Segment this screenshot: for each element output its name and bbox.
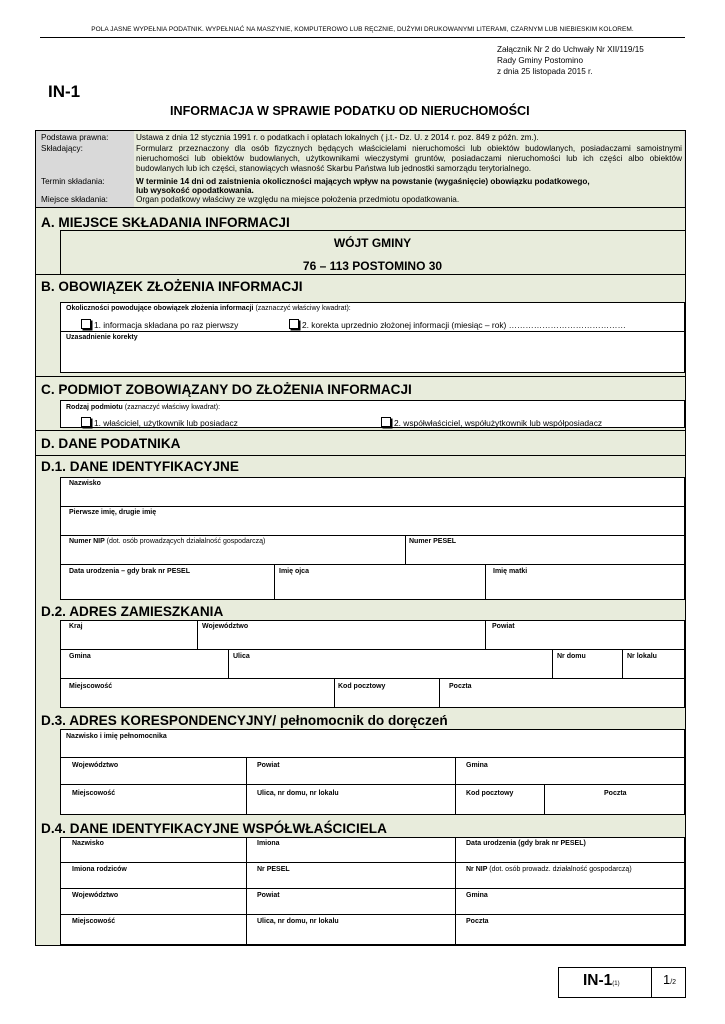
co-owner-voivodeship-label: Województwo <box>72 892 119 899</box>
corr-row-1 <box>60 757 685 785</box>
house-no-label: Nr domu <box>557 653 586 660</box>
section-c-title: C. PODMIOT ZOBOWIĄZANY DO ZŁOŻENIA INFORMACJI <box>41 382 412 397</box>
address-row-2 <box>60 649 685 679</box>
corr-post-office-label: Poczta <box>604 790 627 797</box>
co-owner-pesel-label: Nr PESEL <box>257 866 290 873</box>
attachment-line: z dnia 25 listopada 2015 r. <box>497 67 593 76</box>
justification-field[interactable] <box>60 331 685 373</box>
postal-code-label: Kod pocztowy <box>338 683 386 690</box>
option-label: 2. korekta uprzednio złożonej informacji (miesiąc – rok) …………………………………… <box>302 320 626 330</box>
tax-office-name: WÓJT GMINY <box>333 236 412 250</box>
section-d4-title: D.4. DANE IDENTYFIKACYJNE WSPÓŁWŁAŚCICIELA <box>41 821 387 836</box>
co-owner-locality-label: Miejscowość <box>72 918 116 925</box>
entity-type-label: Rodzaj podmiotu (zaznaczyć właściwy kwadrat): <box>66 404 221 411</box>
co-owner-post-office-label: Poczta <box>466 918 489 925</box>
corr-row-2 <box>60 784 685 815</box>
legal-basis-text: Ustawa z dnia 12 stycznia 1991 r. o podatkach i opłatach lokalnych ( j.t.- Dz. U. z 2014 r. poz. 849 z późn. zm.). <box>136 133 539 142</box>
page-title: INFORMACJA W SPRAWIE PODATKU OD NIERUCHOMOŚCI <box>170 104 530 118</box>
proxy-name-label: Nazwisko i imię pełnomocnika <box>66 733 167 740</box>
section-d1-title: D.1. DANE IDENTYFIKACYJNE <box>41 459 239 474</box>
co-owner-commune-label: Gmina <box>466 892 488 899</box>
circumstances-label: Okoliczności powodujące obowiązek złożenia informacji (zaznaczyć właściwy kwadrat): <box>66 305 351 312</box>
legal-basis-label: Podstawa prawna: <box>41 133 109 142</box>
locality-label: Miejscowość <box>69 683 113 690</box>
option-first-submission[interactable] <box>81 319 238 330</box>
co-owner-row-4 <box>60 914 685 945</box>
address-row-1 <box>60 620 685 650</box>
co-owner-names-label: Imiona <box>257 840 280 847</box>
fill-instruction: POLA JASNE WYPEŁNIA PODATNIK. WYPEŁNIAĆ NA MASZYNIE, KOMPUTEROWO LUB RĘCZNIE, DUŻYMI DRUKOWANYMI LITERAMI, CZARNYM LUB NIEBIESKIM KOLOREM. <box>91 26 634 33</box>
corr-street-label: Ulica, nr domu, nr lokalu <box>257 790 339 797</box>
co-owner-surname-label: Nazwisko <box>72 840 104 847</box>
deadline-line: lub wysokość opodatkowania. <box>136 186 254 195</box>
checkbox[interactable] <box>81 319 91 329</box>
place-label: Miejsce składania: <box>41 195 108 204</box>
page-number: 1/2 <box>663 972 677 987</box>
flat-no-label: Nr lokalu <box>627 653 657 660</box>
co-owner-county-label: Powiat <box>257 892 280 899</box>
filer-text: Formularz przeznaczony dla osób fizycznych będących właścicielami nieruchomości lub obiektów budowlanych, posiadaczami samoistnymi nieruchomości lub obiektów budowlanych, użytkownikami wieczystymi gruntów, posiadaczami nieruchomości lub ich części albo obiektów budowlanych lub ich części, stanowiących własność Skarbu Państwa lub jednostki samorządu terytorialnego. <box>136 144 682 173</box>
co-owner-street-label: Ulica, nr domu, nr lokalu <box>257 918 339 925</box>
co-owner-birth-label: Data urodzenia (gdy brak nr PESEL) <box>466 840 586 847</box>
section-d-title: D. DANE PODATNIKA <box>41 436 181 451</box>
deadline-text <box>136 177 684 195</box>
county-label: Powiat <box>492 623 515 630</box>
option-correction[interactable] <box>289 319 626 330</box>
option-owner[interactable] <box>81 417 238 428</box>
first-names-label: Pierwsze imię, drugie imię <box>69 509 157 516</box>
birth-date-label: Data urodzenia – gdy brak nr PESEL <box>69 568 190 575</box>
section-d3-title: D.3. ADRES KORESPONDENCYJNY/ pełnomocnik do doręczeń <box>41 713 448 728</box>
section-a-title: A. MIEJSCE SKŁADANIA INFORMACJI <box>41 215 290 230</box>
co-owner-nip-label: Nr NIP (dot. osób prowadz. działalność gospodarczą) <box>466 866 632 873</box>
option-co-owner[interactable] <box>381 417 602 428</box>
option-label: 1. informacja składana po raz pierwszy <box>94 320 239 330</box>
checkbox[interactable] <box>289 319 299 329</box>
post-office-label: Poczta <box>449 683 472 690</box>
voivodeship-label: Województwo <box>202 623 249 630</box>
co-owner-row-3 <box>60 888 685 915</box>
co-owner-parents-label: Imiona rodziców <box>72 866 127 873</box>
option-label: 2. współwłaściciel, współużytkownik lub współposiadacz <box>394 418 603 428</box>
street-label: Ulica <box>233 653 250 660</box>
checkbox[interactable] <box>81 417 91 427</box>
pesel-label: Numer PESEL <box>409 538 457 545</box>
place-text: Organ podatkowy właściwy ze względu na miejsce położenia przedmiotu opodatkowania. <box>136 195 460 204</box>
tax-office-address: 76 – 113 POSTOMINO 30 <box>302 259 443 273</box>
justification-label: Uzasadnienie korekty <box>66 334 138 341</box>
father-name-label: Imię ojca <box>279 568 309 575</box>
surname-field[interactable] <box>60 477 685 507</box>
commune-label: Gmina <box>69 653 91 660</box>
option-label: 1. właściciel, użytkownik lub posiadacz <box>94 418 238 428</box>
checkbox[interactable] <box>381 417 391 427</box>
attachment-note <box>497 44 644 77</box>
mother-name-label: Imię matki <box>493 568 528 575</box>
attachment-line: Załącznik Nr 2 do Uchwały Nr XII/119/15 <box>497 45 644 54</box>
footer-form-code: IN-1(1) <box>583 972 620 989</box>
corr-postal-label: Kod pocztowy <box>466 790 514 797</box>
filer-label: Składający: <box>41 144 83 153</box>
country-label: Kraj <box>69 623 83 630</box>
corr-commune-label: Gmina <box>466 762 488 769</box>
corr-locality-label: Miejscowość <box>72 790 116 797</box>
attachment-line: Rady Gminy Postomino <box>497 56 584 65</box>
form-code: IN-1 <box>48 82 81 101</box>
deadline-label: Termin składania: <box>41 177 105 186</box>
divider <box>40 37 685 38</box>
co-owner-row-1 <box>60 837 685 863</box>
corr-voivodeship-label: Województwo <box>72 762 119 769</box>
section-b-title: B. OBOWIĄZEK ZŁOŻENIA INFORMACJI <box>41 279 303 294</box>
surname-label: Nazwisko <box>69 480 101 487</box>
nip-label: Numer NIP (dot. osób prowadzących działalność gospodarczą) <box>69 538 266 545</box>
corr-county-label: Powiat <box>257 762 280 769</box>
deadline-line: W terminie 14 dni od zaistnienia okoliczności mających wpływ na powstanie (wygaśnięcie) obowiązku podatkowego, <box>136 177 590 186</box>
section-d2-title: D.2. ADRES ZAMIESZKANIA <box>41 604 224 619</box>
